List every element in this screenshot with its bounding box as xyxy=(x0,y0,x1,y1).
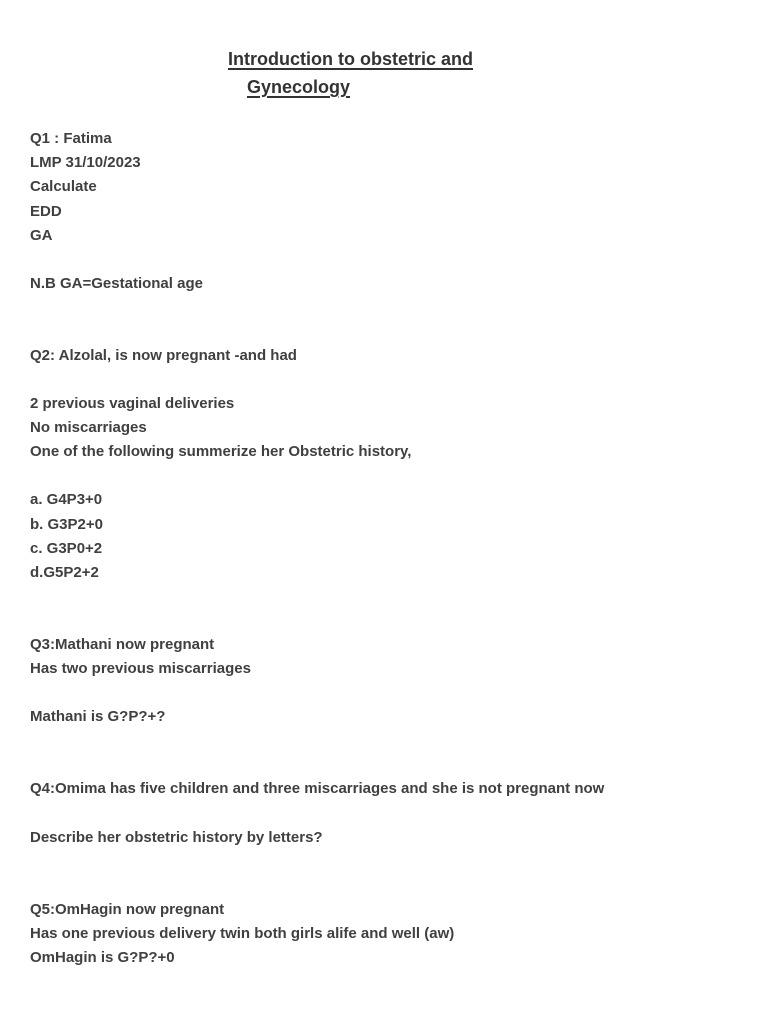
q2-option: a. G4P3+0 xyxy=(30,491,103,508)
q4-line: Describe her obstetric history by letters? xyxy=(30,829,323,846)
q2-option: d.G5P2+2 xyxy=(30,564,99,581)
q5-heading: Q5:OmHagin now pregnant xyxy=(30,901,225,918)
document-title-continued: Gynecology xyxy=(247,77,351,97)
q2-line: No miscarriages xyxy=(30,419,147,436)
q1-calculate: Calculate xyxy=(30,178,97,195)
q5-line: OmHagin is G?P?+0 xyxy=(30,949,175,966)
q2-option: c. G3P0+2 xyxy=(30,540,103,557)
q5-line: Has one previous delivery twin both girls alife and well (aw) xyxy=(30,925,455,942)
q3-heading: Q3:Mathani now pregnant xyxy=(30,636,215,653)
q2-option: b. G3P2+0 xyxy=(30,516,103,533)
q3-line: Mathani is G?P?+? xyxy=(30,708,166,725)
q2-heading: Q2: Alzolal, is now pregnant -and had xyxy=(30,347,297,364)
q1-note: N.B GA=Gestational age xyxy=(30,275,203,292)
q1-heading: Q1 : Fatima xyxy=(30,130,112,147)
q1-ga: GA xyxy=(30,227,53,244)
document-title: Introduction to obstetric and xyxy=(228,49,473,69)
q4-heading: Q4:Omima has five children and three miscarriages and she is not pregnant now xyxy=(30,780,605,797)
q1-lmp: LMP 31/10/2023 xyxy=(30,154,141,171)
q2-line: 2 previous vaginal deliveries xyxy=(30,395,235,412)
q2-line: One of the following summerize her Obstetric history, xyxy=(30,443,412,460)
q3-line: Has two previous miscarriages xyxy=(30,660,251,677)
q1-edd: EDD xyxy=(30,203,62,220)
